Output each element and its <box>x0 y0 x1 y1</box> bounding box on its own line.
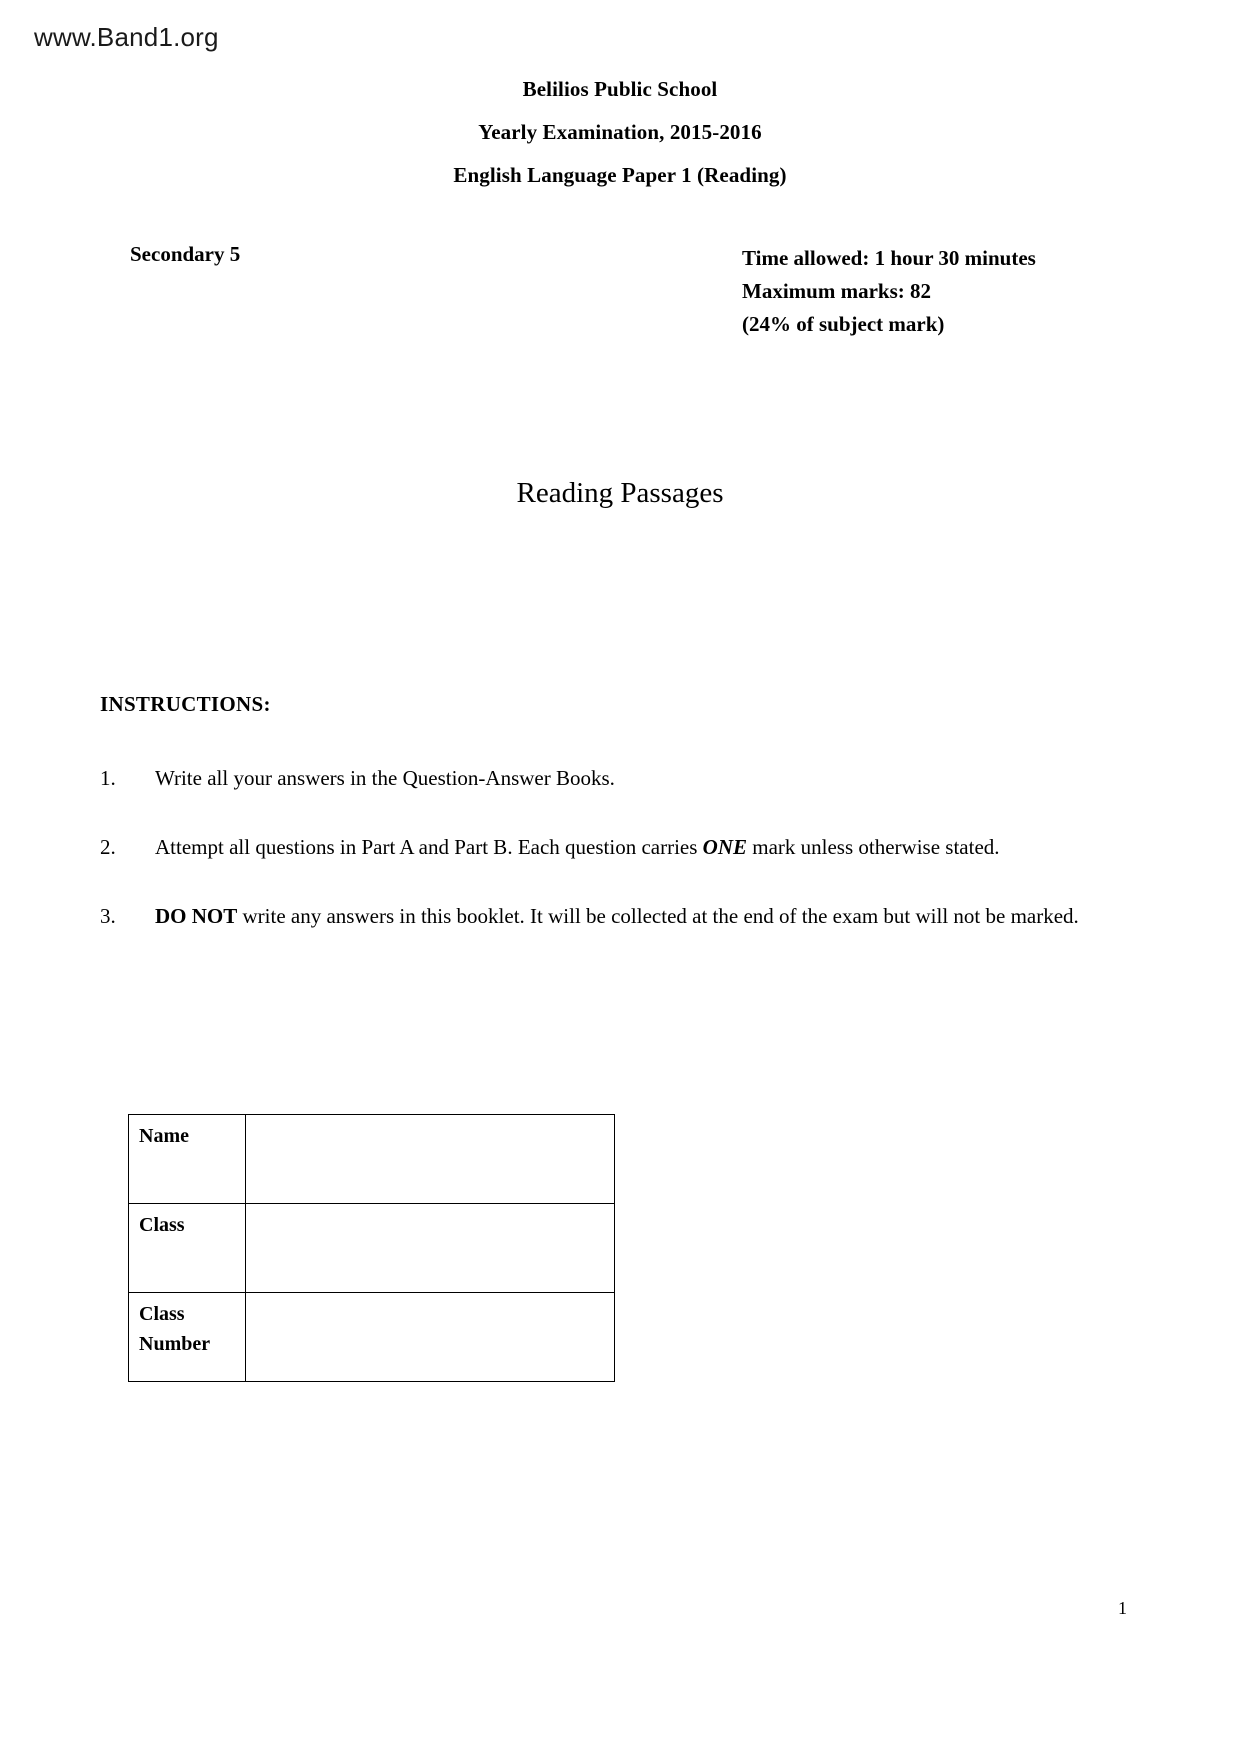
site-watermark: www.Band1.org <box>34 22 219 52</box>
exam-title: Yearly Examination, 2015-2016 <box>478 120 762 144</box>
subject-weight: (24% of subject mark) <box>742 312 945 336</box>
table-row <box>129 1204 615 1293</box>
instruction-number: 1. <box>100 766 116 790</box>
exam-info-row <box>0 242 1240 352</box>
instruction-number: 2. <box>100 835 116 859</box>
emphasis-one: ONE <box>702 835 747 859</box>
section-title: Reading Passages <box>516 477 724 509</box>
name-field[interactable] <box>246 1115 615 1204</box>
maximum-marks: Maximum marks: 82 <box>742 279 931 303</box>
student-details-table <box>128 1114 615 1382</box>
instruction-item <box>100 898 1100 934</box>
emphasis-do-not: DO NOT <box>155 904 238 928</box>
instructions-heading: INSTRUCTIONS: <box>100 692 271 716</box>
exam-header <box>0 68 1240 197</box>
instruction-text-cont: mark unless otherwise stated. <box>747 835 1000 859</box>
instruction-text: Attempt all questions in Part A and Part B. Each question carries <box>155 835 703 859</box>
instruction-text: write any answers in this booklet. It will be collected at the end of the exam but will not be marked. <box>237 904 1079 928</box>
class-number-label: Class Number <box>129 1293 246 1382</box>
school-name: Belilios Public School <box>522 77 718 101</box>
instruction-number: 3. <box>100 904 116 928</box>
instructions-list <box>100 760 1100 967</box>
name-label: Name <box>129 1115 246 1204</box>
class-field[interactable] <box>246 1204 615 1293</box>
instruction-item <box>100 829 1100 865</box>
class-label: Class <box>129 1204 246 1293</box>
page-number: 1 <box>1118 1598 1127 1618</box>
level-label: Secondary 5 <box>130 242 241 266</box>
table-row <box>129 1115 615 1204</box>
paper-title: English Language Paper 1 (Reading) <box>453 163 787 187</box>
instruction-text: Write all your answers in the Question-Answer Books. <box>155 766 615 790</box>
class-number-field[interactable] <box>246 1293 615 1382</box>
instruction-item <box>100 760 1100 796</box>
table-row <box>129 1293 615 1382</box>
time-allowed: Time allowed: 1 hour 30 minutes <box>742 246 1036 270</box>
exam-parameters <box>742 242 1036 341</box>
